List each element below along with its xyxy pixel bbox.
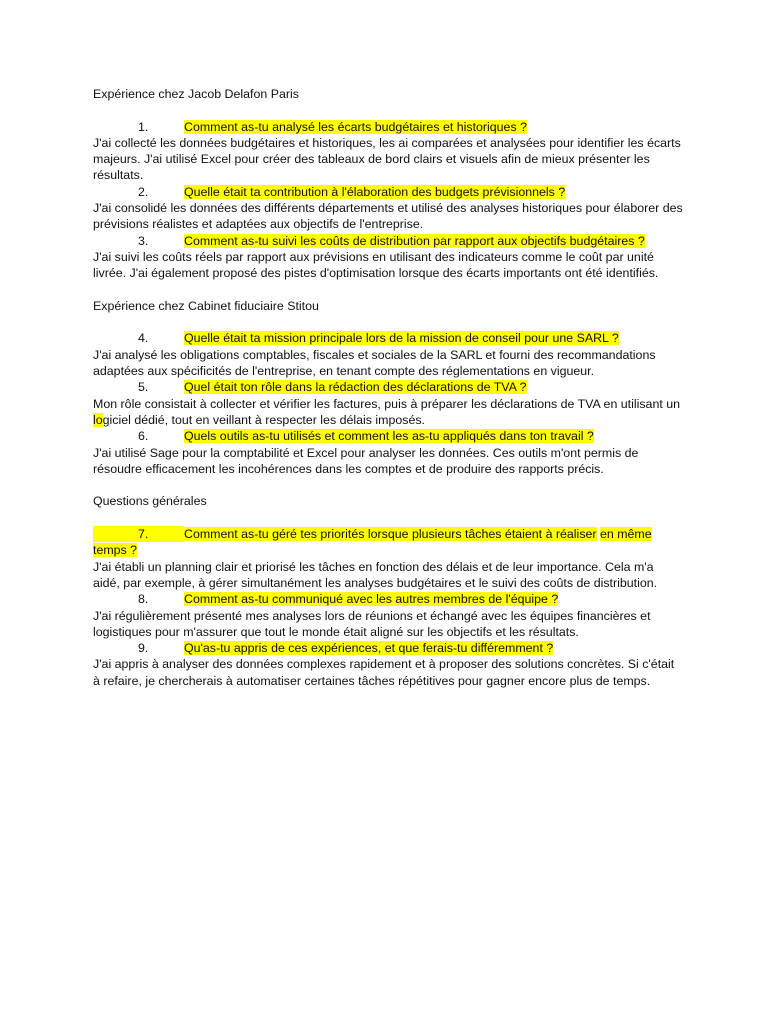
question-text: Comment as-tu géré tes priorités lorsque plusieurs tâches étaient à réaliser — [184, 527, 597, 542]
answer-1: J'ai collecté les données budgétaires et historiques, les ai comparées et analysées pour identifier les écarts majeurs. J'ai utilisé Excel pour créer des tableaux de bord clairs et visuels afin de mieux présenter les résultats. — [93, 135, 681, 183]
question-number: 6. — [138, 429, 149, 444]
answer-6: J'ai utilisé Sage pour la comptabilité et Excel pour analyser les données. Ces outils m'ont permis de résoudre efficacement les incohérences dans les comptes et de produire des rapports précis. — [93, 445, 639, 476]
question-number: 3. — [138, 233, 149, 248]
question-9 — [93, 640, 683, 656]
section-heading-questions-generales: Questions générales — [93, 494, 207, 509]
section-heading-jacob-delafon: Expérience chez Jacob Delafon Paris — [93, 87, 299, 101]
answer-5: Mon rôle consistait à collecter et vérifier les factures, puis à préparer les déclarations de TVA en utilisant un logiciel dédié, tout en veillant à respecter les délais imposés. — [93, 396, 681, 427]
question-6 — [93, 428, 683, 444]
question-number: 2. — [138, 184, 149, 199]
question-number: 4. — [138, 331, 149, 346]
question-number: 1. — [138, 119, 149, 134]
answer-7: J'ai établi un planning clair et priorisé les tâches en fonction des délais et de leur importance. Cela m'a aidé, par exemple, à gérer simultanément les analyses budgétaires et le suivi des coûts de distribution. — [93, 559, 658, 590]
document-page — [93, 86, 683, 689]
question-number: 5. — [138, 380, 149, 395]
question-text: Quelle était ta mission principale lors de la mission de conseil pour une SARL ? — [184, 331, 619, 346]
question-text: Qu'as-tu appris de ces expériences, et que ferais-tu différemment ? — [184, 641, 554, 656]
question-text: Quels outils as-tu utilisés et comment les as-tu appliqués dans ton travail ? — [184, 429, 594, 444]
question-number: 8. — [138, 592, 149, 607]
spacer — [93, 314, 683, 330]
question-4 — [93, 330, 683, 346]
question-1 — [93, 119, 683, 135]
question-number: 9. — [138, 641, 149, 656]
spacer — [93, 510, 683, 526]
question-5 — [93, 379, 683, 395]
question-3 — [93, 233, 683, 249]
highlighted-fragment: lo — [93, 412, 103, 427]
answer-2: J'ai consolidé les données des différents départements et utilisé des analyses historiques pour élaborer des prévisions réalistes et adaptées aux objectifs de l'entreprise. — [93, 201, 683, 232]
question-7 — [93, 526, 683, 559]
spacer — [93, 477, 683, 493]
question-text: Quelle était ta contribution à l'élaboration des budgets prévisionnels ? — [184, 184, 566, 199]
question-text: Quel était ton rôle dans la rédaction des déclarations de TVA ? — [184, 380, 527, 395]
answer-8: J'ai régulièrement présenté mes analyses lors de réunions et échangé avec les équipes financières et logistiques pour m'assurer que tout le monde était aligné sur les objectifs et les résultats. — [93, 608, 651, 639]
answer-4: J'ai analysé les obligations comptables, fiscales et sociales de la SARL et fourni des recommandations adaptées aux spécificités de l'entreprise, en tenant compte des réglementations en vigueur. — [93, 347, 656, 379]
question-text: Comment as-tu suivi les coûts de distribution par rapport aux objectifs budgétaires ? — [184, 233, 645, 248]
question-text: Comment as-tu communiqué avec les autres membres de l'équipe ? — [184, 592, 559, 607]
spacer — [93, 102, 683, 118]
question-text-tail: temps ? — [93, 543, 138, 558]
answer-9: J'ai appris à analyser des données complexes rapidement et à proposer des solutions concrètes. Si c'était à refaire, je chercherais à automatiser certaines tâches répétitives pour gagner encore plus de temps. — [93, 657, 675, 688]
question-number: 7. — [138, 527, 149, 542]
spacer — [93, 282, 683, 298]
answer-3: J'ai suivi les coûts réels par rapport aux prévisions en utilisant des indicateurs comme le coût par unité livrée. J'ai également proposé des pistes d'optimisation lorsque des écarts importants ont été identifiés. — [93, 249, 659, 281]
question-text-tail: en même — [599, 527, 652, 542]
question-8 — [93, 591, 683, 607]
section-heading-cabinet-stitou: Expérience chez Cabinet fiduciaire Stitou — [93, 298, 319, 313]
question-2 — [93, 184, 683, 200]
question-text: Comment as-tu analysé les écarts budgétaires et historiques ? — [184, 119, 527, 134]
